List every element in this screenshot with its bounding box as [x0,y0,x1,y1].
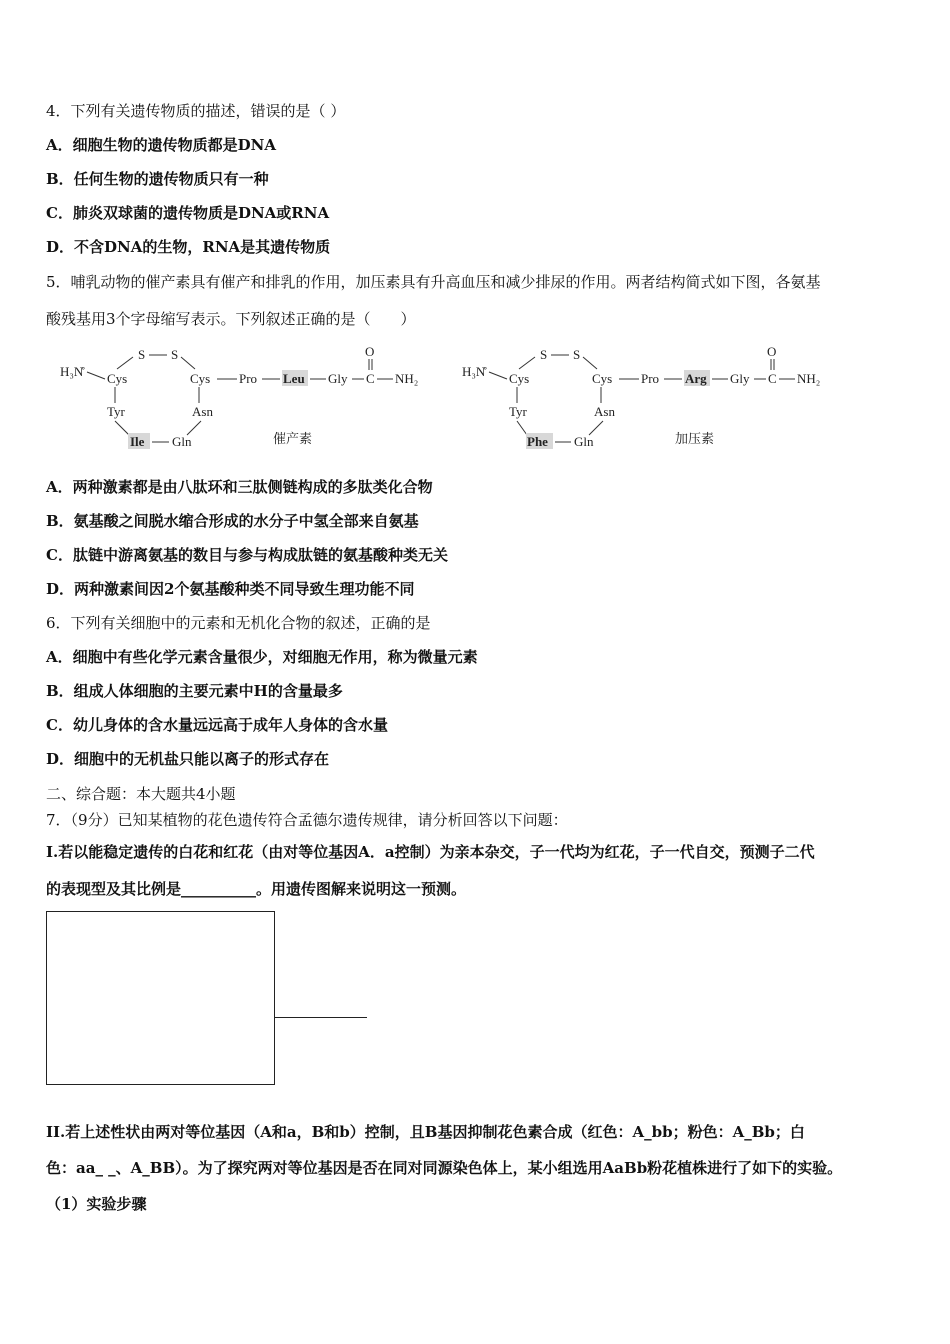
oxytocin-gly: Gly [328,371,348,386]
oxytocin-leu: Leu [283,371,305,386]
peptide-structure-figure [55,343,855,458]
vasopressin-cys2: Cys [592,371,613,386]
vasopressin-pro: Pro [641,371,660,386]
oxytocin-s2: S [171,347,179,362]
oxytocin-ile: Ile [130,434,145,449]
vasopressin-cys1: Cys [509,371,530,386]
oxytocin-asn: Asn [192,404,213,419]
q6-option-b: B．组成人体细胞的主要元素中H的含量最多 [46,682,343,700]
genetic-diagram-answer-box[interactable] [46,911,275,1085]
oxytocin-tyr: Tyr [107,404,125,419]
q6-option-d: D．细胞中的无机盐只能以离子的形式存在 [46,750,330,768]
section2-title: 二、综合题：本大题共4小题 [46,785,236,803]
vasopressin-gln: Gln [574,434,594,449]
q7-part1-line1: I.若以能稳定遗传的白花和红花（由对等位基因A．a控制）为亲本杂交，子一代均为红花，子一代自交，预测子二代 [46,843,815,861]
q5-stem-line2: 酸残基用3个字母缩写表示。下列叙述正确的是（ ） [46,310,416,328]
q4-option-c: C．肺炎双球菌的遗传物质是DNA或RNA [46,204,330,222]
oxytocin-label: 催产素 [273,431,313,446]
vasopressin-nh3: H₃N̊ [462,364,486,379]
answer-blank-line [274,1017,367,1018]
oxytocin-cys2: Cys [190,371,211,386]
vasopressin-gly: Gly [730,371,750,386]
q4-option-a: A．细胞生物的遗传物质都是DNA [46,136,276,154]
oxytocin-c: C [366,371,375,386]
oxytocin-structure [60,344,418,449]
q7-step1: （1）实验步骤 [46,1195,147,1213]
q4-option-b: B．任何生物的遗传物质只有一种 [46,170,269,188]
vasopressin-phe: Phe [527,434,548,449]
oxytocin-nh3: H₃N̊ [60,364,84,379]
q5-option-d: D．两种激素间因2个氨基酸种类不同导致生理功能不同 [46,580,415,598]
oxytocin-pro: Pro [239,371,258,386]
q6-option-a: A．细胞中有些化学元素含量很少，对细胞无作用，称为微量元素 [46,648,478,666]
vasopressin-tyr: Tyr [509,404,527,419]
vasopressin-structure [462,344,820,449]
q5-option-c: C．肽链中游离氨基的数目与参与构成肽链的氨基酸种类无关 [46,546,448,564]
q5-option-b: B．氨基酸之间脱水缩合形成的水分子中氢全部来自氨基 [46,512,419,530]
vasopressin-c: C [768,371,777,386]
oxytocin-s1: S [138,347,146,362]
vasopressin-s2: S [573,347,581,362]
q7-part2-line1: II.若上述性状由两对等位基因（A和a，B和b）控制，且B基因抑制花色素合成（红色：A_bb；粉色：A_Bb；白 [46,1123,805,1141]
oxytocin-cys1: Cys [107,371,128,386]
q7-stem: 7．（9分）已知某植物的花色遗传符合孟德尔遗传规律，请分析回答以下问题： [46,811,568,829]
vasopressin-o: O [767,344,777,359]
q6-stem: 6．下列有关细胞中的元素和无机化合物的叙述，正确的是 [46,614,431,632]
vasopressin-label: 加压素 [675,431,715,446]
vasopressin-arg: Arg [685,371,707,386]
vasopressin-asn: Asn [594,404,615,419]
q4-stem: 4．下列有关遗传物质的描述，错误的是（ ） [46,102,346,120]
oxytocin-nh2: NH₂ [395,371,419,386]
oxytocin-gln: Gln [172,434,192,449]
q7-part1-line2: 的表现型及其比例是__________。用遗传图解来说明这一预测。 [46,880,467,898]
q4-option-d: D．不含DNA的生物，RNA是其遗传物质 [46,238,331,256]
vasopressin-s1: S [540,347,548,362]
q6-option-c: C．幼儿身体的含水量远远高于成年人身体的含水量 [46,716,388,734]
q7-part2-line2: 色：aa_ _、A_BB）。为了探究两对等位基因是否在同对同源染色体上，某小组选用AaBb粉花植株进行了如下的实验。 [46,1159,843,1177]
oxytocin-o: O [365,344,375,359]
q5-option-a: A．两种激素都是由八肽环和三肽侧链构成的多肽类化合物 [46,478,433,496]
q5-stem-line1: 5．哺乳动物的催产素具有催产和排乳的作用，加压素具有升高血压和减少排尿的作用。两者结构简式如下图，各氨基 [46,273,821,291]
vasopressin-nh2: NH₂ [797,371,821,386]
